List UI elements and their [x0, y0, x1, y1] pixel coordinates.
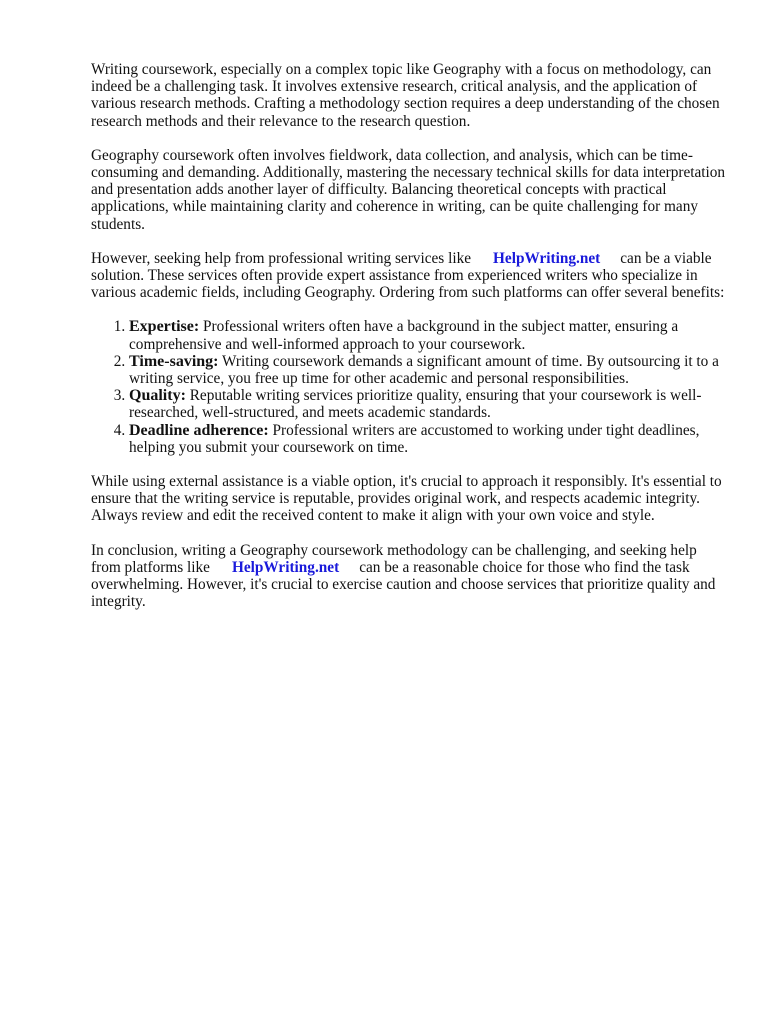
- benefit-text: Reputable writing services prioritize quality, ensuring that your coursework is well-researched, well-structured, and meets academic standards.: [129, 387, 702, 422]
- paragraph-conclusion-text-before: In conclusion, writing a Geography coursework methodology can be challenging, and seeking help from platforms like: [91, 541, 697, 576]
- helpwriting-link[interactable]: HelpWriting.net: [493, 249, 601, 267]
- benefit-item-time-saving: [129, 353, 727, 387]
- paragraph-services: [91, 250, 727, 302]
- benefit-item-deadline: [129, 422, 727, 456]
- benefit-text: Professional writers are accustomed to working under tight deadlines, helping you submit your coursework on time.: [129, 421, 700, 456]
- benefit-term: Deadline adherence:: [129, 421, 269, 439]
- paragraph-conclusion: [91, 542, 727, 611]
- document-body: [91, 61, 727, 627]
- helpwriting-link[interactable]: HelpWriting.net: [231, 558, 340, 576]
- paragraph-intro: Writing coursework, especially on a complex topic like Geography with a focus on methodology, can indeed be a challenging task. It involves extensive research, critical analysis, and the application of various research methods. Crafting a methodology section requires a deep understanding of the chosen research methods and their relevance to the research question.: [91, 61, 720, 130]
- benefit-term: Time-saving:: [129, 352, 219, 370]
- paragraph-responsibility: While using external assistance is a viable option, it's crucial to approach it responsibly. It's essential to ensure that the writing service is reputable, provides original work, and respects academic integrity. Always review and edit the received content to make it align with your own voice and style.: [91, 473, 722, 525]
- paragraph-conclusion-text-after: can be a reasonable choice for those who find the task overwhelming. However, it's crucial to exercise caution and choose services that prioritize quality and integrity.: [91, 558, 716, 611]
- benefit-text: Writing coursework demands a significant amount of time. By outsourcing it to a writing service, you free up time for other academic and personal responsibilities.: [129, 352, 719, 388]
- paragraph-services-text-after: can be a viable solution. These services often provide expert assistance from experienced writers who specialize in various academic fields, including Geography. Ordering from such platforms can offer several benefits:: [91, 249, 725, 302]
- benefit-item-quality: [129, 387, 727, 421]
- benefit-item-expertise: [129, 318, 727, 352]
- benefit-term: Expertise:: [129, 318, 200, 336]
- paragraph-services-text-before: However, seeking help from professional writing services like: [91, 249, 472, 267]
- paragraph-challenges: Geography coursework often involves fieldwork, data collection, and analysis, which can be time-consuming and demanding. Additionally, mastering the necessary technical skills for data interpretation and presentation adds another layer of difficulty. Balancing theoretical concepts with practical applications, while maintaining clarity and coherence in writing, can be quite challenging for many students.: [91, 146, 726, 233]
- benefits-list: [91, 318, 727, 456]
- benefit-text: Professional writers often have a background in the subject matter, ensuring a comprehensive and well-informed approach to your coursework.: [129, 318, 679, 353]
- benefit-term: Quality:: [129, 387, 186, 405]
